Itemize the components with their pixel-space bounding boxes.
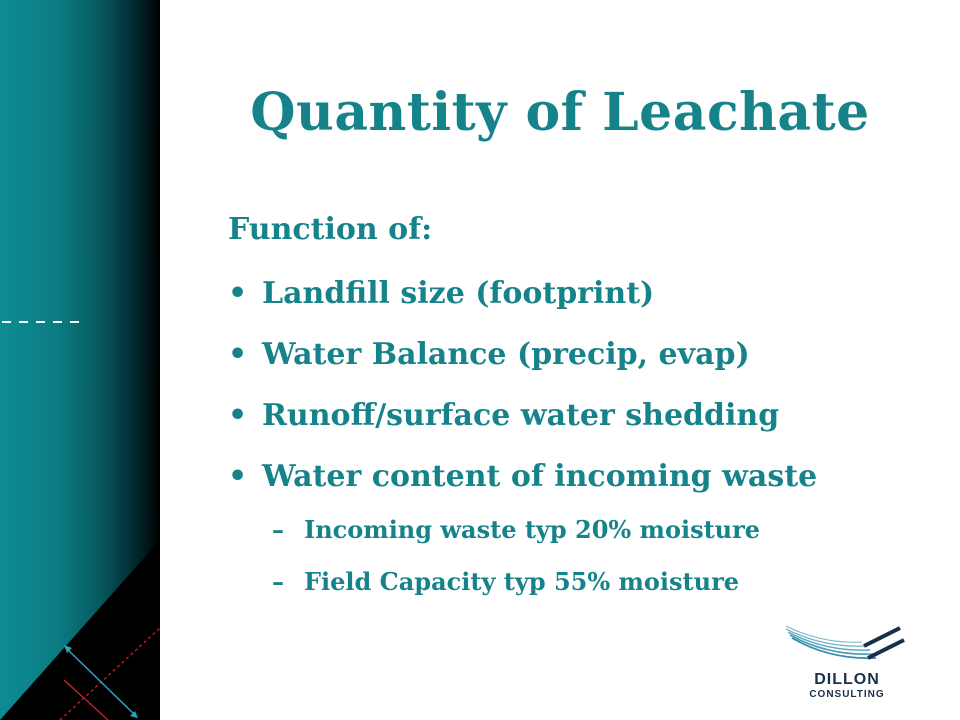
bullet-text: Runoff/surface water shedding [262,398,780,433]
bullet-text: Water Balance (precip, evap) [262,337,750,372]
slide-title: Quantity of Leachate [250,82,870,143]
dash-icon: – [272,567,284,596]
sidebar-black-triangle [0,540,160,720]
dillon-logo [782,616,912,706]
sub-bullet-item [272,567,760,619]
sub-bullet-text: Field Capacity typ 55% moisture [304,567,739,596]
bullet-text: Landfill size (footprint) [262,276,655,311]
sub-bullet-item [272,515,760,567]
bullet-item [228,337,817,398]
logo-name: DILLON [814,671,880,688]
sidebar-graphic [0,0,160,720]
logo-subtitle: CONSULTING [809,689,885,700]
bullet-icon: • [228,276,248,311]
dash-icon: – [272,515,284,544]
bullet-icon: • [228,459,248,494]
bullet-icon: • [228,337,248,372]
sub-bullet-list [272,515,760,619]
bullet-list [228,276,817,520]
decorative-sidebar [0,0,160,720]
bullet-item [228,398,817,459]
bullet-item [228,459,817,520]
bullet-item [228,276,817,337]
bullet-text: Water content of incoming waste [262,459,818,494]
intro-text: Function of: [228,212,433,247]
logo-swoosh-icon [782,616,912,672]
bullet-icon: • [228,398,248,433]
sub-bullet-text: Incoming waste typ 20% moisture [304,515,761,544]
